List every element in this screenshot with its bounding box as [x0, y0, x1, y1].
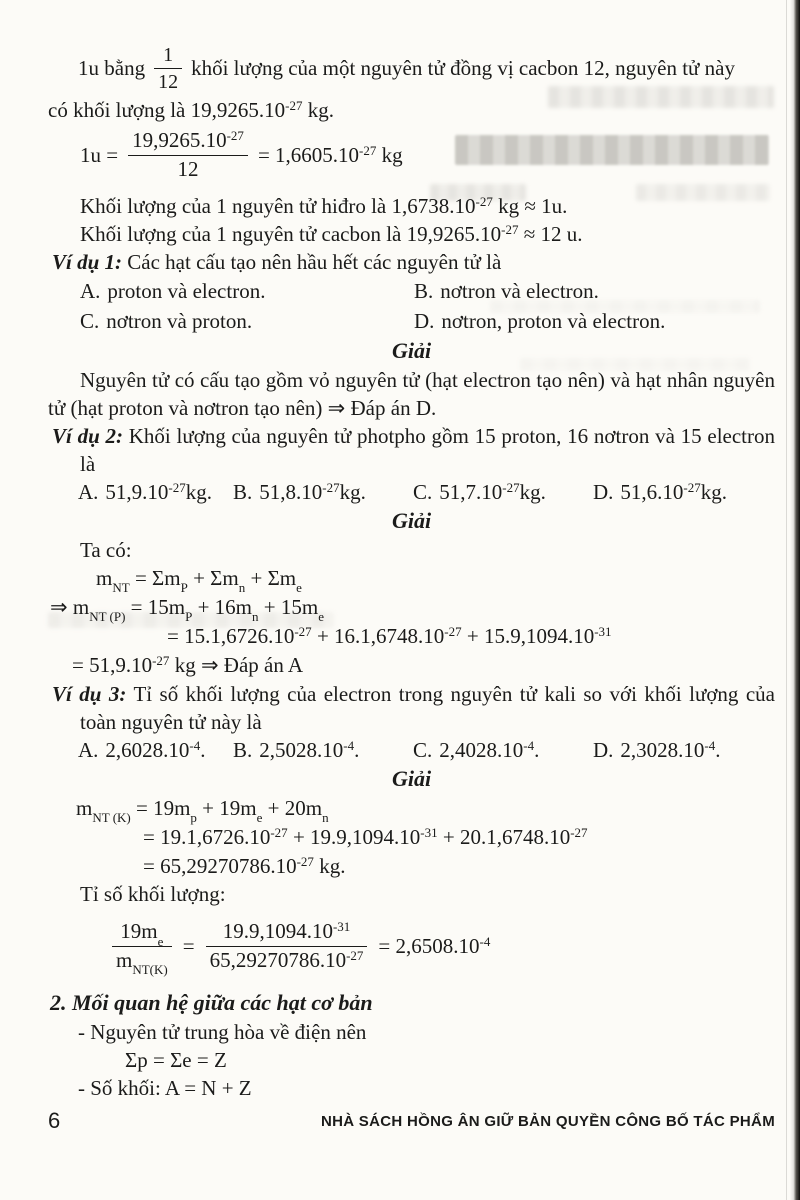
example1-question — [52, 248, 775, 276]
example3-question — [52, 680, 776, 736]
example2-options — [48, 478, 775, 506]
option-key: B. — [233, 738, 253, 762]
fraction-bar — [128, 155, 248, 156]
fraction-denominator: $m_{NT(K)}$ — [116, 947, 168, 977]
solution-heading: Giải — [391, 338, 432, 363]
option-text: proton và electron. — [107, 279, 266, 303]
option-key: D. — [414, 309, 435, 333]
ratio-result: = $2,6508.10^{-4}$ — [378, 934, 491, 958]
option-item — [233, 478, 413, 506]
page-content — [48, 0, 775, 1102]
option-text: nơtron và electron. — [440, 279, 599, 303]
option-text: nơtron và proton. — [106, 309, 253, 333]
option-text: $51,9.10^{-27}kg$. — [105, 480, 213, 504]
example3-question-text: Tỉ số khối lượng của electron trong nguyên tử kali so với khối lượng của toàn nguyên tử này là — [80, 682, 776, 734]
example1-solution: Nguyên tử có cấu tạo gồm vỏ nguyên tử (hạt electron tạo nên) và hạt nhân nguyên tử (hạt proton và nơtron tạo nên) ⇒ Đáp án D. — [48, 368, 775, 420]
option-key: C. — [413, 480, 433, 504]
ta-co-line: Ta có: — [80, 538, 132, 562]
option-key: D. — [593, 738, 614, 762]
fraction-mass-over-12 — [128, 129, 248, 180]
option-text: $2,4028.10^{-4}$. — [439, 738, 540, 762]
page-footer — [48, 1108, 775, 1134]
option-key: D. — [593, 480, 614, 504]
ratio-label: Tỉ số khối lượng: — [80, 882, 226, 906]
example2-question — [52, 422, 776, 478]
equation-line: = $65,29270786.10^{-27}$ kg. — [143, 854, 346, 878]
option-text: $2,6028.10^{-4}$. — [105, 738, 206, 762]
equation-line: = $51,9.10^{-27}$ kg ⇒ Đáp án A — [72, 653, 304, 677]
section-heading: 2. Mối quan hệ giữa các hạt cơ bản — [50, 990, 373, 1015]
option-item — [413, 478, 593, 506]
option-text: $2,5028.10^{-4}$. — [259, 738, 360, 762]
option-item — [593, 736, 721, 764]
option-text: $2,3028.10^{-4}$. — [620, 738, 721, 762]
equation-line: = $19.1,6726.10^{-27} + 19.9,1094.10^{-31} + 20.1,6748.10^{-27}$ — [143, 825, 588, 849]
option-text: nơtron, proton và electron. — [441, 309, 666, 333]
solution-heading: Giải — [391, 508, 432, 533]
option-key: B. — [414, 279, 434, 303]
option-key: A. — [80, 279, 101, 303]
equation-line: = $15.1,6726.10^{-27} + 16.1,6748.10^{-27} + 15.9,1094.10^{-31}$ — [167, 624, 612, 648]
ratio-equation — [48, 908, 775, 984]
formula-1u — [48, 126, 775, 184]
fraction-numerator: $19m_e$ — [120, 919, 164, 949]
option-item — [78, 736, 233, 764]
example1-label: Ví dụ 1: — [52, 250, 123, 274]
fraction-bar — [206, 946, 368, 947]
formula-lhs: 1u = — [80, 143, 119, 167]
inline-fraction-1-12 — [154, 44, 182, 93]
example1-options — [48, 276, 775, 336]
option-item — [80, 306, 414, 336]
option-text: $51,7.10^{-27}kg$. — [439, 480, 546, 504]
equation-line: Σp = Σe = Z — [125, 1048, 227, 1072]
option-key: A. — [78, 480, 99, 504]
intro-line-2: có khối lượng là $19,9265.10^{-27}$ kg. — [48, 98, 334, 122]
example1-question-text: Các hạt cấu tạo nên hầu hết các nguyên tử là — [127, 250, 502, 274]
copyright-footer: NHÀ SÁCH HỒNG ÂN GIỮ BẢN QUYỀN CÔNG BỐ TÁC PHẨM — [320, 1112, 775, 1130]
fraction-19me-over-mntk — [112, 919, 172, 977]
bullet-line: - Số khối: A = N + Z — [78, 1076, 252, 1100]
formula-rhs: = $1,6605.10^{-27}$ kg — [257, 143, 403, 167]
solution-heading: Giải — [391, 766, 432, 791]
example2-label: Ví dụ 2: — [52, 424, 123, 448]
fraction-bar — [154, 68, 182, 69]
fraction-denominator: 12 — [177, 156, 199, 181]
equation-line: $m_{NT} = \Sigma m_P + \Sigma m_n + \Sigma m_e$ — [96, 566, 302, 596]
option-item — [80, 276, 414, 306]
option-key: A. — [78, 738, 99, 762]
option-item — [414, 306, 775, 336]
example2-question-text: Khối lượng của nguyên tử photpho gồm 15 proton, 16 nơtron và 15 electron là — [80, 424, 776, 476]
intro-text-post: khối lượng của một nguyên tử đồng vị cacbon 12, nguyên tử này — [191, 56, 735, 80]
fraction-numerator: $19.9,1094.10^{-31}$ — [222, 919, 351, 944]
fraction-numeric — [206, 920, 368, 971]
fraction-denominator: $65,29270786.10^{-27}$ — [209, 947, 364, 972]
fraction-denominator: 12 — [158, 70, 179, 93]
fraction-numerator: 1 — [163, 43, 174, 66]
page-number: 6 — [48, 1108, 61, 1133]
option-item — [78, 478, 233, 506]
option-item — [413, 736, 593, 764]
mass-hydrogen-line: Khối lượng của 1 nguyên tử hiđro là $1,6738.10^{-27}$ kg ≈ 1u. — [80, 194, 568, 218]
equals-sign: = — [182, 934, 195, 958]
equation-line: $m_{NT (K)} = 19m_p + 19m_e + 20m_n$ — [76, 796, 329, 826]
scan-edge-line — [786, 0, 787, 1200]
scan-edge-shadow — [790, 0, 800, 1200]
option-key: C. — [413, 738, 433, 762]
example3-options — [48, 736, 775, 764]
example3-label: Ví dụ 3: — [52, 682, 127, 706]
option-key: B. — [233, 480, 253, 504]
option-item — [414, 276, 775, 306]
option-item — [593, 478, 727, 506]
intro-text-pre: 1u bằng — [78, 56, 146, 80]
intro-line-1 — [48, 40, 775, 96]
option-key: C. — [80, 309, 100, 333]
option-text: $51,6.10^{-27}kg$. — [620, 480, 728, 504]
equation-line: ⇒ $m_{NT (P)} = 15m_P + 16m_n + 15m_e$ — [50, 595, 324, 625]
fraction-numerator: $19,9265.10^{-27}$ — [132, 128, 244, 153]
bullet-line: - Nguyên tử trung hòa về điện nên — [78, 1020, 367, 1044]
mass-carbon-line: Khối lượng của 1 nguyên tử cacbon là $19,9265.10^{-27} \approx 12$ u. — [80, 222, 583, 246]
option-item — [233, 736, 413, 764]
option-text: $51,8.10^{-27}kg$. — [259, 480, 366, 504]
